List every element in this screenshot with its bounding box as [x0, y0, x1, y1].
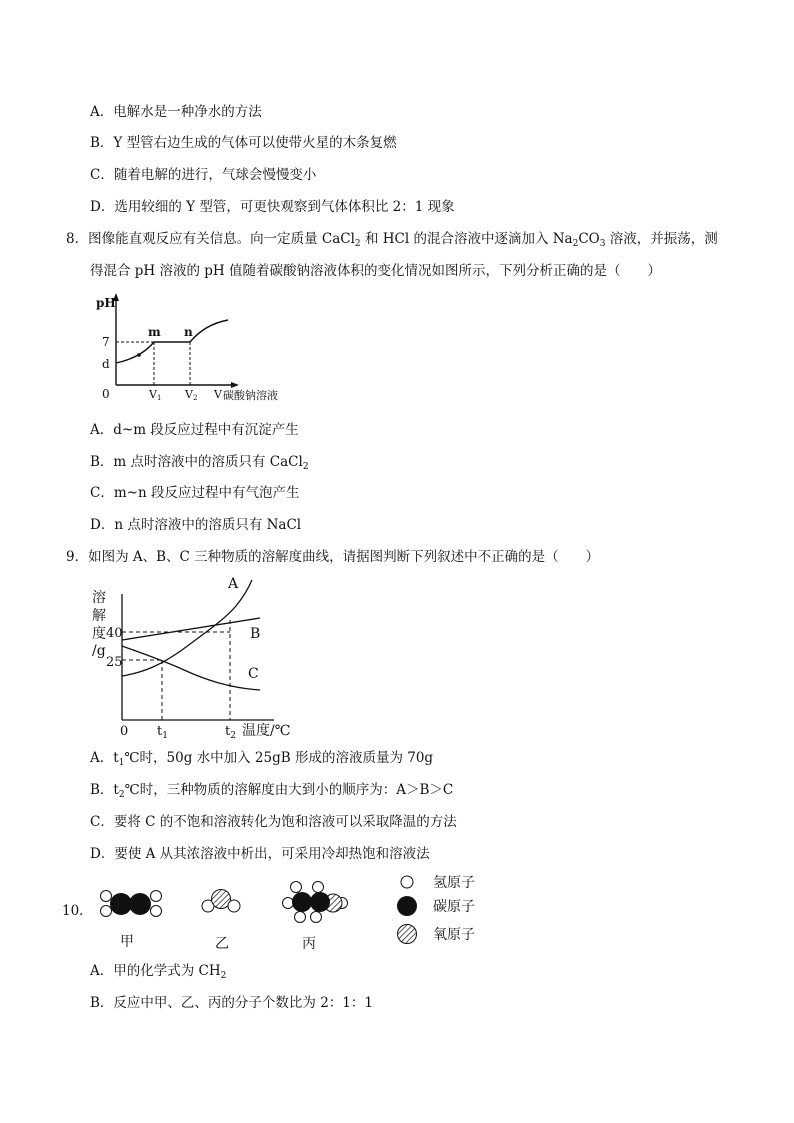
x-axis-arrow: [231, 382, 239, 388]
q8-option-d: D．n 点时溶液中的溶质只有 NaCl: [90, 517, 302, 533]
legend-carbon: 碳原子: [433, 899, 475, 915]
tick-t1: $t_1$: [157, 724, 168, 740]
y-axis-label-1: 溶: [92, 590, 106, 606]
q10-number: 10．: [62, 903, 93, 919]
legend-hydrogen: 氢原子: [433, 875, 475, 891]
tick-v: V: [214, 388, 222, 401]
x-axis-label: 碳酸钠溶液: [223, 389, 278, 402]
q9-option-a: A．$t_1℃$时，50g 水中加入 25gB 形成的溶液质量为 70g: [90, 750, 434, 768]
curve-a: [122, 580, 252, 676]
q10-option-b: B．反应中甲、乙、丙的分子个数比为 2：1：1: [90, 995, 373, 1011]
q9-option-d: D．要使 A 从其浓溶液中析出，可采用冷却热饱和溶液法: [90, 846, 430, 862]
curve-dot: [137, 353, 141, 357]
q8-ph-figure: [92, 290, 312, 402]
molecule-legend: [397, 875, 475, 944]
carbon-legend-icon: [397, 896, 417, 916]
point-m-label: m: [148, 325, 161, 339]
q7-option-b: B．Y 型管右边生成的气体可以使带火星的木条复燃: [90, 135, 397, 151]
q8-option-b: B．m 点时溶液中的溶质只有 CaCl$_2$: [90, 454, 309, 472]
curve-a-label: A: [228, 576, 239, 592]
origin-label: 0: [120, 724, 129, 739]
y-axis-label: pH: [96, 296, 116, 310]
q8-stem-line1: 8．图像能直观反应有关信息。向一定质量 CaCl$_2$ 和 HCl 的混合溶液中逐滴加入 $Na_2CO_3$ 溶液，并振荡，测: [66, 231, 718, 249]
oxygen-legend-icon: [398, 925, 417, 944]
q7-option-a: A．电解水是一种净水的方法: [90, 104, 262, 120]
molecule-bing: [283, 882, 348, 923]
label-jia: 甲: [120, 934, 134, 950]
q8-option-a: A．d~m 段反应过程中有沉淀产生: [90, 422, 299, 438]
y-axis-label-4: /g: [92, 643, 106, 659]
q8-option-c: C．m~n 段反应过程中有气泡产生: [90, 485, 300, 501]
curve-c-label: C: [248, 666, 259, 682]
molecule-jia: [101, 891, 162, 917]
tick-v1: V1: [149, 388, 162, 402]
y-axis-label-3: 度: [92, 626, 106, 642]
label-d: d: [102, 357, 110, 371]
point-n-label: n: [184, 325, 193, 339]
q10-option-a: A．甲的化学式为 $CH_2$: [90, 963, 227, 981]
hydrogen-legend-icon: [401, 876, 413, 888]
q8-stem-line2: 得混合 pH 溶液的 pH 值随着碳酸钠溶液体积的变化情况如图所示，下列分析正确的是（ ）: [90, 263, 661, 279]
q9-option-c: C．要将 C 的不饱和溶液转化为饱和溶液可以采取降温的方法: [90, 814, 457, 830]
q9-option-b: B．$t_2℃$时，三种物质的溶解度由大到小的顺序为：A＞B＞C: [90, 782, 454, 800]
curve-b: [122, 618, 260, 640]
tick-t2: $t_2$: [225, 724, 236, 740]
q9-solubility-figure: [84, 572, 314, 740]
q9-stem: 9．如图为 A、B、C 三种物质的溶解度曲线，请据图判断下列叙述中不正确的是（ ）: [66, 549, 600, 565]
q10-molecule-figure: [90, 868, 510, 956]
curve-c: [122, 646, 260, 690]
q7-option-c: C．随着电解的进行，气球会慢慢变小: [90, 167, 317, 183]
tick-40: 40: [106, 626, 123, 641]
label-yi: 乙: [215, 936, 229, 952]
tick-v2: V2: [185, 388, 198, 402]
molecule-yi: [202, 890, 240, 913]
origin-label: 0: [102, 387, 110, 401]
q7-option-d: D．选用较细的 Y 型管，可更快观察到气体体积比 2：1 现象: [90, 199, 455, 215]
legend-oxygen: 氧原子: [433, 927, 475, 943]
label-bing: 丙: [302, 936, 316, 952]
curve-b-label: B: [250, 626, 261, 642]
tick-7: 7: [102, 335, 110, 349]
tick-25: 25: [106, 655, 123, 670]
y-axis-label-2: 解: [92, 608, 106, 624]
x-axis-label: 温度/℃: [242, 723, 291, 739]
